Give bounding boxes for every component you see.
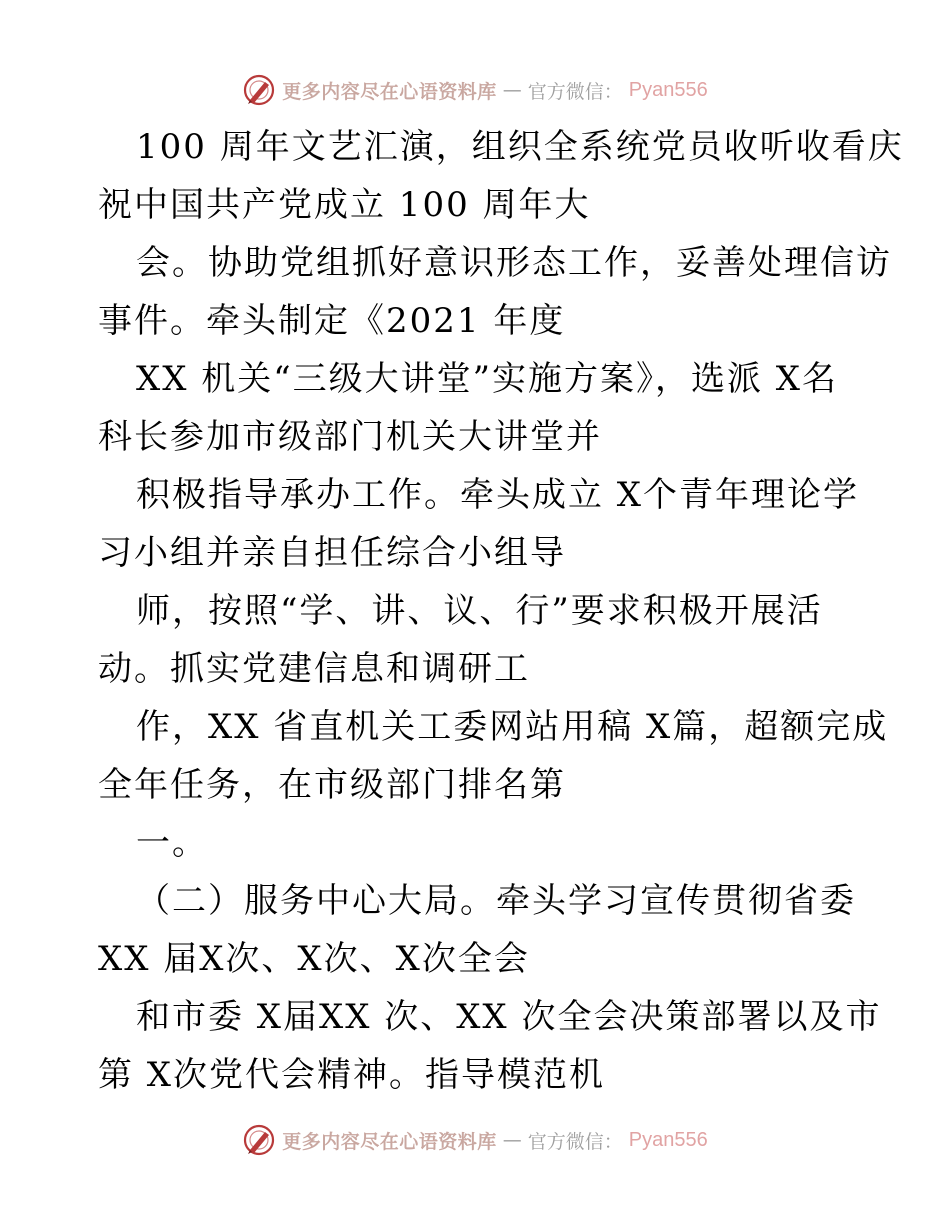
watermark-wechat-id: Pyan556	[628, 78, 708, 101]
watermark-footer	[0, 1122, 950, 1158]
text-line: 科长参加市级部门机关大讲堂并	[98, 417, 602, 457]
text-line: 师，按照“学、讲、议、行”要求积极开展活	[136, 591, 823, 631]
text-line: 积极指导承办工作。牵头成立 X个青年理论学	[136, 475, 860, 515]
text-line: 会。协助党组抓好意识形态工作，妥善处理信访	[136, 243, 892, 283]
text-line: 习小组并亲自担任综合小组导	[98, 533, 566, 573]
text-line: 全年任务，在市级部门排名第	[98, 765, 566, 805]
text-line: 和市委 X届XX 次、XX 次全会决策部署以及市	[136, 997, 882, 1037]
text-line: XX 届X次、X次、X次全会	[98, 939, 530, 979]
watermark-site-text: 更多内容尽在心语资料库	[282, 1130, 497, 1153]
text-line: 动。抓实党建信息和调研工	[98, 649, 530, 689]
document-body	[98, 118, 904, 1104]
text-line: 100 周年文艺汇演，组织全系统党员收听收看庆	[136, 127, 904, 167]
text-line: 作，XX 省直机关工委网站用稿 X篇，超额完成	[136, 707, 889, 747]
watermark-separator: —	[502, 79, 522, 101]
text-line: XX 机关“三级大讲堂”实施方案》，选派 X名	[136, 359, 838, 399]
watermark-header	[0, 72, 950, 108]
section-heading-line: （二）服务中心大局。牵头学习宣传贯彻省委	[136, 881, 856, 921]
text-line: 事件。牵头制定《2021 年度	[98, 301, 566, 341]
watermark-wechat-id: Pyan556	[628, 1128, 708, 1151]
text-line: 祝中国共产党成立 100 周年大	[98, 185, 591, 225]
watermark-wechat-label: 官方微信：	[527, 80, 623, 103]
watermark-site-text: 更多内容尽在心语资料库	[282, 80, 497, 103]
pen-logo-icon	[242, 73, 276, 107]
watermark-separator: —	[502, 1129, 522, 1151]
text-line: 一。	[136, 823, 208, 863]
text-line: 第 X次党代会精神。指导模范机	[98, 1055, 606, 1095]
pen-logo-icon	[242, 1123, 276, 1157]
watermark-wechat-label: 官方微信：	[527, 1130, 623, 1153]
